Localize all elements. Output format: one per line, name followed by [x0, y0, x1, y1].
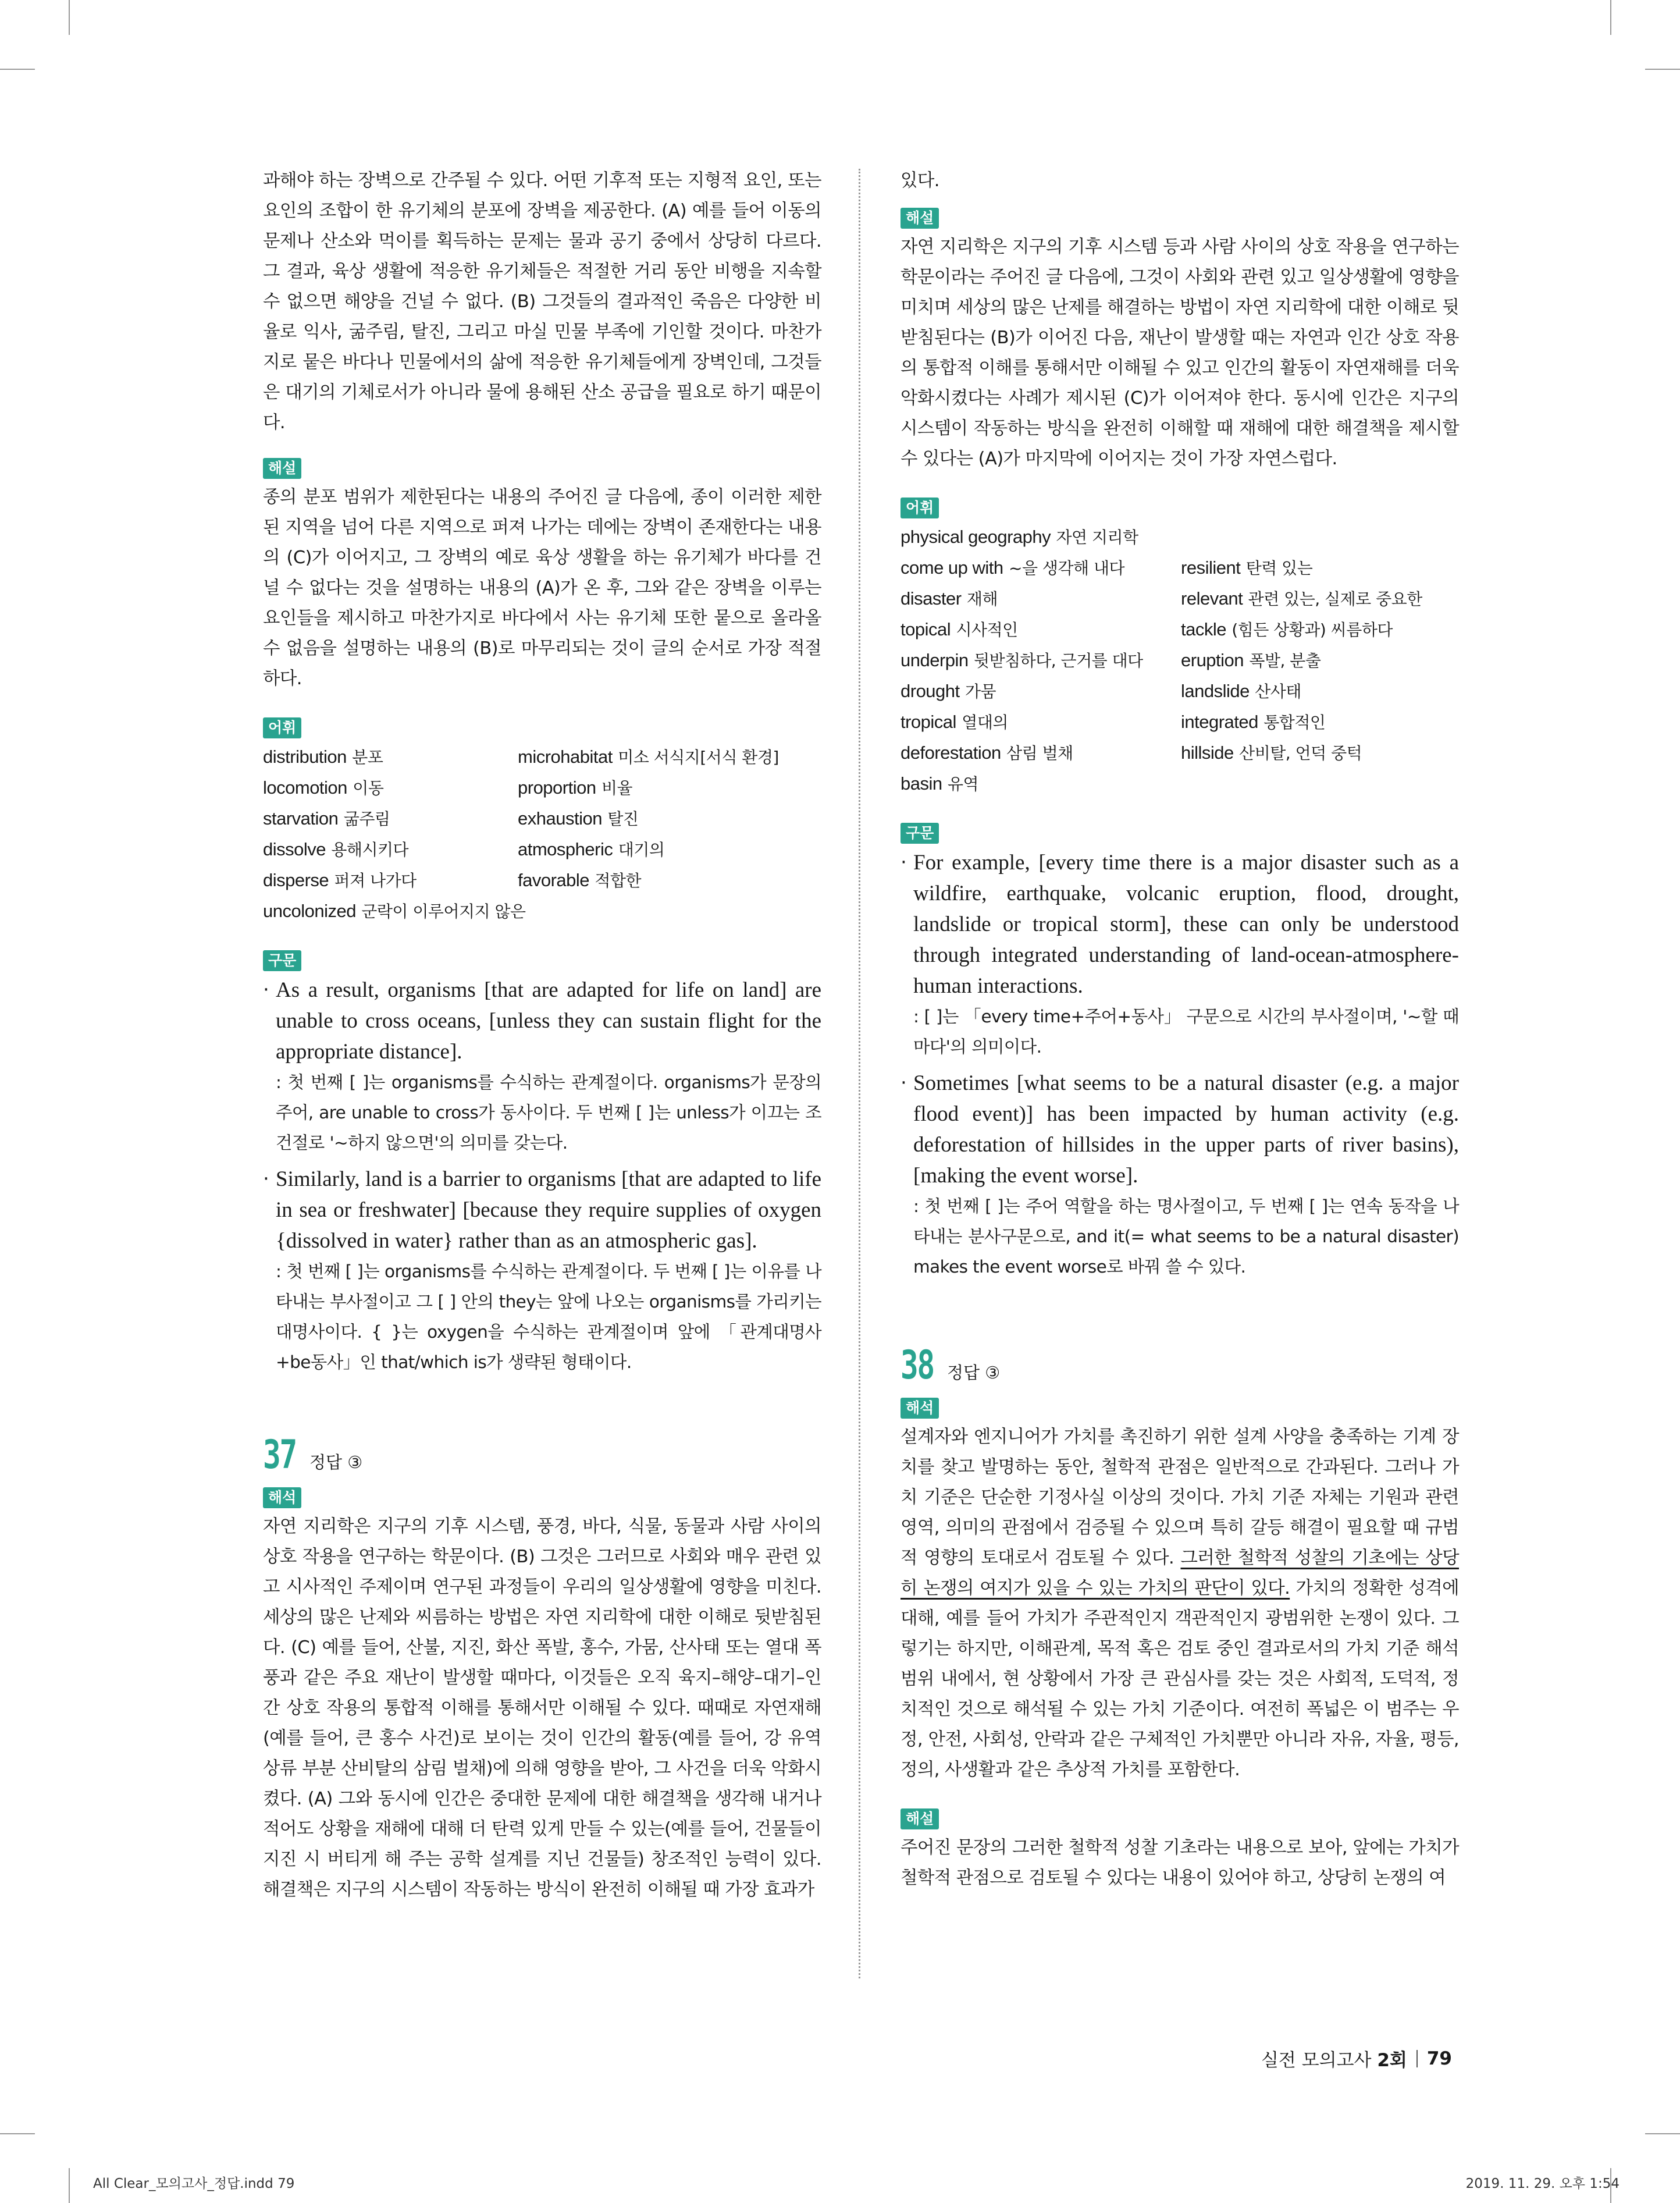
vocab-meaning: 적합한 — [595, 871, 642, 890]
column-divider — [859, 169, 860, 1978]
vocab-word: topical — [900, 619, 951, 639]
answer-label: 정답 ③ — [309, 1452, 363, 1472]
gumun-list — [900, 847, 1459, 1282]
vocab-word: exhaustion — [518, 808, 602, 829]
vocab-meaning: 군락이 이루어지지 않은 — [361, 902, 526, 921]
gumun-item — [900, 1068, 1459, 1282]
haeseol-text: 주어진 문장의 그러한 철학적 성찰 기초라는 내용으로 보아, 앞에는 가치가 철학적 관점으로 검토될 수 있다는 내용이 있어야 하고, 상당히 논쟁의 여 — [900, 1838, 1459, 1888]
crop-mark — [0, 2133, 35, 2134]
vocab-meaning: 재해 — [966, 589, 998, 609]
vocab-meaning: 대기의 — [618, 840, 665, 859]
gumun-english: · As a result, organisms [that are adapted for life on land] are unable to cross oceans, [unless they can sustain flight for the appropriate distance]. — [276, 978, 821, 1064]
vocab-word: hillside — [1181, 742, 1234, 763]
vocab-meaning: 가뭄 — [965, 682, 996, 701]
gumun-label: 구문 — [263, 950, 301, 971]
gumun-note: : [ ]는 「every time+주어+동사」 구문으로 시간의 부사절이며, '~할 때마다'의 의미이다. — [913, 1007, 1459, 1057]
vocab-word: basin — [900, 773, 942, 794]
haeseok-label: 해석 — [900, 1398, 939, 1419]
continuation-text: 있다. — [900, 170, 939, 191]
haeseol-label: 해설 — [263, 458, 301, 479]
gumun-note: : 첫 번째 [ ]는 organisms를 수식하는 관계절이다. organisms가 문장의 주어, are unable to cross가 동사이다. 두 번째 [ ]는 unless가 이끄는 조건절로 '~하지 않으면'의 의미를 갖는다. — [276, 1072, 821, 1153]
left-column — [263, 166, 821, 1905]
vocab-meaning: 이동 — [353, 779, 384, 798]
crop-mark — [69, 0, 70, 35]
underlined-sentence: 그러한 철학적 성찰의 기초에는 상당히 논쟁의 여지가 있을 수 있는 가치의 판단이 있다. — [900, 1548, 1459, 1598]
vocab-word: tackle — [1181, 619, 1226, 639]
vocab-row — [900, 645, 1459, 676]
footer-round: 2회 — [1377, 2050, 1407, 2071]
gumun-note: : 첫 번째 [ ]는 organisms를 수식하는 관계절이다. 두 번째 [ ]는 이유를 나타내는 부사절이고 그 [ ] 안의 they는 앞에 나오는 organisms를 가리키는 대명사이다. { }는 oxygen을 수식하는 관계절이며 앞에 「관계대명사+be동사」인 that/which is가 생략된 형태이다. — [276, 1262, 821, 1372]
page-footer — [1261, 2045, 1452, 2071]
vocab-word: favorable — [518, 870, 590, 890]
gumun-item — [900, 847, 1459, 1062]
vocab-word: come up with — [900, 557, 1003, 578]
vocab-word: atmospheric — [518, 839, 613, 859]
vocab-row — [900, 738, 1459, 769]
vocab-word: physical geography — [900, 527, 1051, 547]
vocab-word: uncolonized — [263, 901, 356, 921]
haeseol-label: 해설 — [900, 1808, 939, 1829]
vocab-meaning: 폭발, 분출 — [1249, 651, 1321, 670]
vocab-row — [263, 865, 821, 896]
crop-mark — [1645, 69, 1680, 70]
haeseol-label: 해설 — [900, 208, 939, 229]
vocab-word: dissolve — [263, 839, 326, 859]
gumun-item — [263, 1164, 821, 1377]
vocab-meaning: 삼림 벌채 — [1006, 744, 1073, 763]
vocab-meaning: 분포 — [352, 748, 383, 767]
vocab-word: eruption — [1181, 650, 1244, 670]
vocab-word: microhabitat — [518, 747, 613, 767]
gumun-english: · Sometimes [what seems to be a natural disaster (e.g. a major flood event)] has been impacted by human activity (e.g. deforestation of hillsides in the upper parts of river basins), [making the event worse]. — [913, 1071, 1459, 1188]
question-number: 38 — [900, 1342, 934, 1388]
vocab-word: drought — [900, 681, 960, 701]
vocab-word: distribution — [263, 747, 347, 767]
vocab-row — [263, 742, 821, 773]
crop-mark — [1645, 2133, 1680, 2134]
page-number: 79 — [1426, 2048, 1452, 2069]
haeseol-text: 종의 분포 범위가 제한된다는 내용의 주어진 글 다음에, 종이 이러한 제한된 지역을 넘어 다른 지역으로 퍼져 나가는 데에는 장벽이 존재한다는 내용의 (C)가 이어지고, 그 장벽의 예로 육상 생활을 하는 유기체가 바다를 건널 수 없다는 것을 설명하는 내용의 (A)가 온 후, 그와 같은 장벽을 이루는 요인들을 제시하고 마찬가지로 바다에서 사는 유기체 또한 뭍으로 올라올 수 없음을 설명하는 내용의 (B)로 마무리되는 것이 글의 순서로 가장 적절하다. — [263, 487, 821, 689]
gumun-english: · Similarly, land is a barrier to organisms [that are adapted to life in sea or freshwater] [because they require supplies of oxygen {dissolved in water} rather than as an atmospheric gas]. — [276, 1167, 821, 1253]
vocab-row — [900, 707, 1459, 738]
vocab-row — [900, 553, 1459, 584]
vocab-meaning: 뒷받침하다, 근거를 대다 — [974, 651, 1143, 670]
vocab-meaning: 탈진 — [607, 809, 639, 829]
vocab-meaning: 자연 지리학 — [1056, 528, 1138, 547]
slug-date: 2019. 11. 29. 오후 1:54 — [1465, 2176, 1620, 2191]
vocab-meaning: 탄력 있는 — [1245, 559, 1313, 578]
vocab-row — [900, 584, 1459, 614]
footer-separator — [1416, 2050, 1418, 2067]
vocab-meaning: 용해시키다 — [331, 840, 409, 859]
haeseok-text-part: 설계자와 엔지니어가 가치를 촉진하기 위한 설계 사양을 충족하는 기계 장치를 찾고 발명하는 동안, 철학적 관점은 일반적으로 간과된다. 그러나 가치 기준은 단순한 기정사실 이상의 것이다. 가치 기준 자체는 기원과 관련 영역, 의미의 관점에서 검증될 수 있으며 특히 갈등 해결이 필요할 때 규범적 영향의 토대로서 검토될 수 있다. — [900, 1427, 1459, 1568]
eohwi-label: 어휘 — [263, 717, 301, 738]
vocab-word: landslide — [1181, 681, 1250, 701]
vocab-meaning: (힘든 상황과) 씨름하다 — [1231, 620, 1393, 639]
question-header — [263, 1432, 821, 1478]
vocab-row — [900, 676, 1459, 707]
slug-file: All Clear_모의고사_정답.indd 79 — [93, 2176, 295, 2191]
gumun-note: : 첫 번째 [ ]는 주어 역할을 하는 명사절이고, 두 번째 [ ]는 연속 동작을 나타내는 분사구문으로, and it(= what seems to be a natural disaster) makes the event worse로 바꿔 쓸 수 있다. — [913, 1196, 1459, 1277]
vocab-word: underpin — [900, 650, 969, 670]
haeseok-text-part: 가치의 정확한 성격에 대해, 예를 들어 가치가 주관적인지 객관적인지 광범위한 논쟁이 있다. 그렇기는 하지만, 이해관계, 목적 혹은 검토 중인 결과로서의 가치 기준 해석 범위 내에서, 현 상황에서 가장 큰 관심사를 갖는 것은 사회적, 도덕적, 정치적인 것으로 해석될 수 있는 가치 기준이다. 여전히 폭넓은 이 범주는 우정, 안전, 사회성, 안락과 같은 구체적인 가치뿐만 아니라 자유, 자율, 평등, 정의, 사생활과 같은 추상적 가치를 포함한다. — [900, 1578, 1459, 1780]
vocab-word: disperse — [263, 870, 329, 890]
vocab-row — [900, 614, 1459, 645]
crop-mark — [0, 69, 35, 70]
vocab-word: locomotion — [263, 777, 347, 798]
vocab-meaning: 산비탈, 언덕 중턱 — [1239, 744, 1362, 763]
vocab-meaning: 시사적인 — [956, 620, 1018, 639]
haeseok-text — [900, 1422, 1459, 1785]
vocab-word: resilient — [1181, 557, 1241, 578]
vocab-row — [900, 769, 1459, 800]
vocab-meaning: 관련 있는, 실제로 중요한 — [1248, 589, 1422, 609]
eohwi-label: 어휘 — [900, 498, 939, 518]
question-header — [900, 1342, 1459, 1388]
vocab-word: disaster — [900, 588, 962, 609]
gumun-label: 구문 — [900, 823, 939, 844]
vocab-row — [263, 834, 821, 865]
vocab-meaning: ~을 생각해 내다 — [1009, 559, 1125, 578]
vocab-row — [263, 896, 821, 927]
vocab-meaning: 비율 — [601, 779, 633, 798]
vocab-row — [263, 773, 821, 804]
gumun-list — [263, 975, 821, 1377]
vocab-row — [900, 522, 1459, 553]
vocab-word: deforestation — [900, 742, 1001, 763]
vocab-meaning: 열대의 — [962, 713, 1008, 732]
intro-paragraph: 과해야 하는 장벽으로 간주될 수 있다. 어떤 기후적 또는 지형적 요인, 또는 요인의 조합이 한 유기체의 분포에 장벽을 제공한다. (A) 예를 들어 이동의 문제나 산소와 먹이를 획득하는 문제는 물과 공기 중에서 상당히 다르다. 그 결과, 육상 생활에 적응한 유기체들은 적절한 거리 동안 비행을 지속할 수 없으면 해양을 건널 수 없다. (B) 그것들의 결과적인 죽음은 다양한 비율로 익사, 굶주림, 탈진, 그리고 마실 민물 부족에 기인할 것이다. 마찬가지로 뭍은 바다나 민물에서의 삶에 적응한 유기체들에게 장벽인데, 그것들은 대기의 기체로서가 아니라 물에 용해된 산소 공급을 필요로 하기 때문이다. — [263, 170, 821, 433]
gumun-item — [263, 975, 821, 1158]
crop-mark — [69, 2168, 70, 2203]
vocab-word: relevant — [1181, 588, 1243, 609]
vocab-row — [263, 804, 821, 834]
question-number: 37 — [263, 1432, 296, 1478]
haeseok-label: 해석 — [263, 1487, 301, 1508]
vocab-list — [900, 522, 1459, 800]
crop-mark — [1610, 0, 1611, 35]
footer-label: 실전 모의고사 — [1261, 2050, 1372, 2071]
vocab-word: starvation — [263, 808, 339, 829]
haeseok-text: 자연 지리학은 지구의 기후 시스템, 풍경, 바다, 식물, 동물과 사람 사이의 상호 작용을 연구하는 학문이다. (B) 그것은 그러므로 사회와 매우 관련 있고 시사적인 주제이며 연구된 과정들이 우리의 일상생활에 영향을 미친다. 세상의 많은 난제와 씨름하는 방법은 자연 지리학에 대한 이해로 뒷받침된다. (C) 예를 들어, 산불, 지진, 화산 폭발, 홍수, 가뭄, 산사태 또는 열대 폭풍과 같은 주요 재난이 발생할 때마다, 이것들은 오직 육지–해양–대기–인간 상호 작용의 통합적 이해를 통해서만 이해될 수 있다. 때때로 자연재해(예를 들어, 큰 홍수 사건)로 보이는 것이 인간의 활동(예를 들어, 강 유역 상류 부분 산비탈의 삼림 벌채)에 의해 영향을 받아, 그 사건을 더욱 악화시켰다. (A) 그와 동시에 인간은 중대한 문제에 대한 해결책을 생각해 내거나 적어도 상황을 재해에 대해 더 탄력 있게 만들 수 있는(예를 들어, 건물들이 지진 시 버티게 해 주는 공학 설계를 지닌 건물들) 창조적인 능력이 있다. 해결책은 지구의 시스템이 작동하는 방식이 완전히 이해될 때 가장 효과가 — [263, 1516, 821, 1900]
vocab-meaning: 유역 — [947, 774, 979, 794]
vocab-word: proportion — [518, 777, 596, 798]
haeseol-text: 자연 지리학은 지구의 기후 시스템 등과 사람 사이의 상호 작용을 연구하는 학문이라는 주어진 글 다음에, 그것이 사회와 관련 있고 일상생활에 영향을 미치며 세상의 많은 난제를 해결하는 방법이 자연 지리학에 대한 이해로 뒷받침된다는 (B)가 이어진 다음, 재난이 발생할 때는 자연과 인간 상호 작용의 통합적 이해를 통해서만 이해될 수 있고 인간의 활동이 자연재해를 더욱 악화시켰다는 사례가 제시된 (C)가 이어져야 한다. 동시에 인간은 지구의 시스템이 작동하는 방식을 완전히 이해할 때 재해에 대한 해결책을 제시할 수 있다는 (A)가 마지막에 이어지는 것이 가장 자연스럽다. — [900, 237, 1459, 469]
vocab-meaning: 미소 서식지[서식 환경] — [618, 748, 779, 767]
vocab-word: tropical — [900, 712, 956, 732]
vocab-meaning: 굶주림 — [343, 809, 390, 829]
answer-label: 정답 ③ — [947, 1363, 1001, 1383]
right-column — [900, 166, 1459, 1893]
vocab-meaning: 산사태 — [1255, 682, 1301, 701]
vocab-word: integrated — [1181, 712, 1258, 732]
vocab-list — [263, 742, 821, 927]
gumun-english: · For example, [every time there is a major disaster such as a wildfire, earthquake, volcanic eruption, flood, drought, landslide or tropical storm], these can only be understood through integrated understanding of land-ocean-atmosphere-human interactions. — [913, 851, 1459, 998]
vocab-meaning: 퍼져 나가다 — [334, 871, 417, 890]
vocab-meaning: 통합적인 — [1263, 713, 1326, 732]
